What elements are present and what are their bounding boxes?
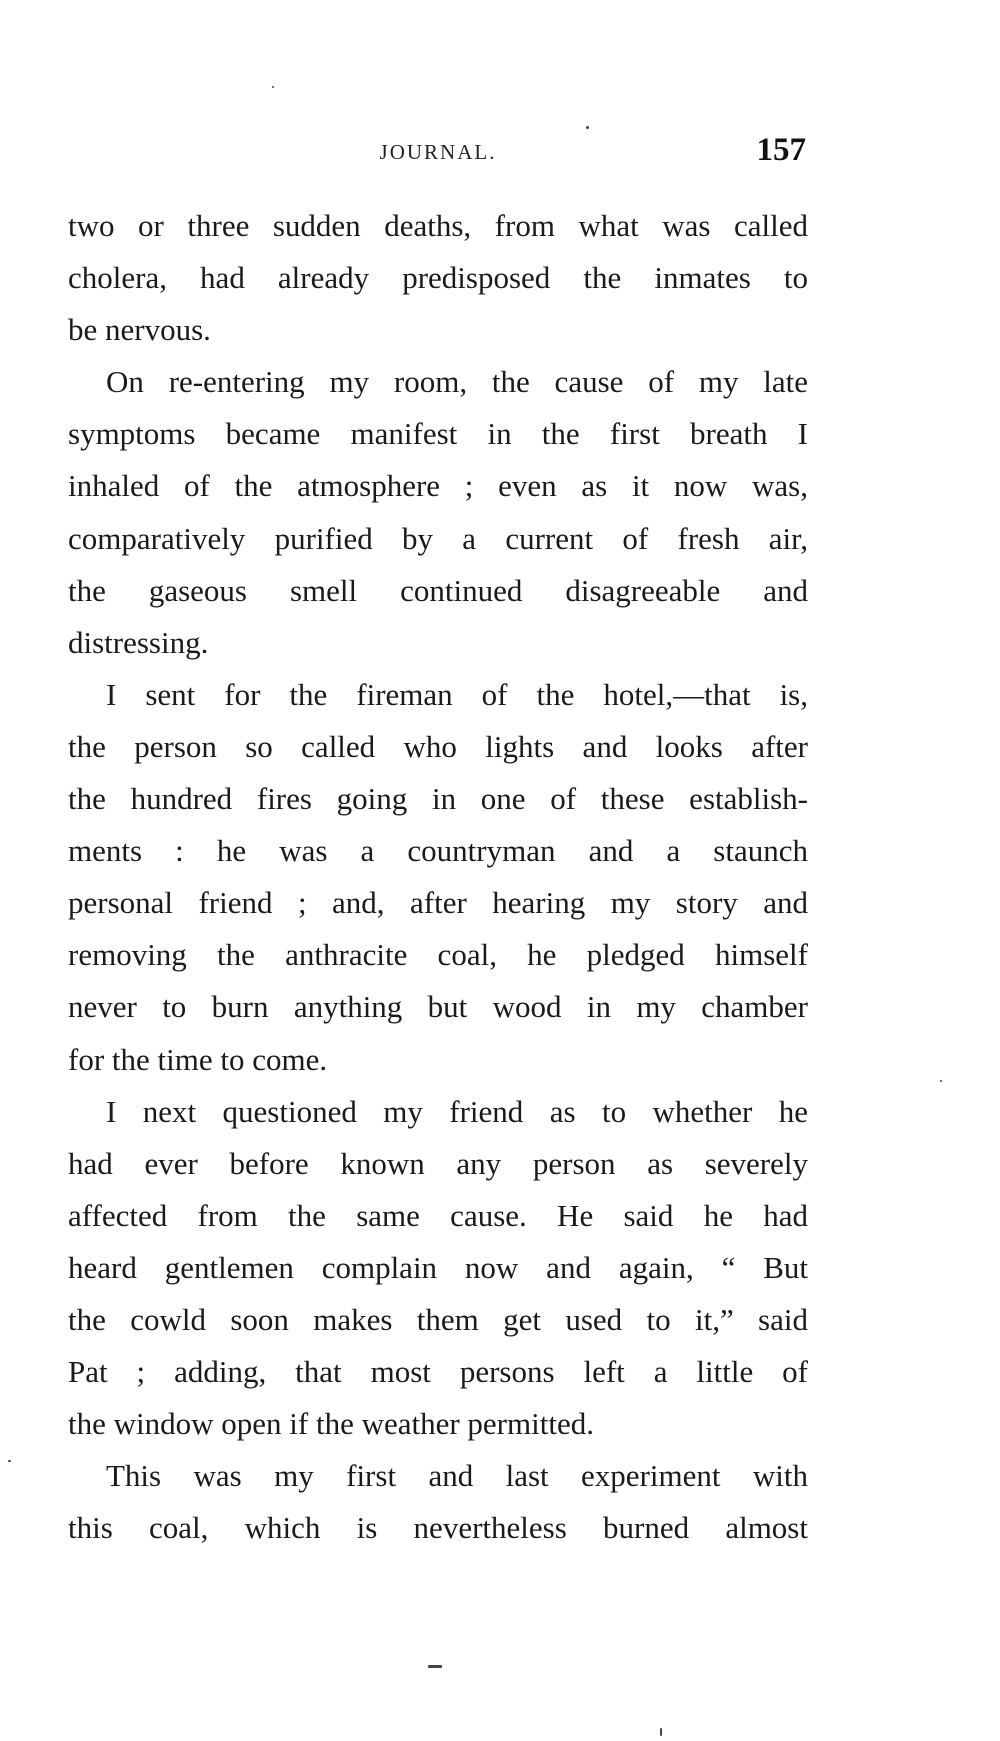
scan-speck	[586, 126, 589, 129]
text-line: ments : he was a countryman and a staunch	[68, 833, 808, 869]
text-line: This was my first and last experiment with	[106, 1458, 808, 1494]
text-line: two or three sudden deaths, from what was called	[68, 208, 808, 243]
text-line: for the time to come.	[68, 1041, 328, 1077]
text-line: symptoms became manifest in the first breath I	[68, 416, 808, 452]
running-head	[68, 132, 808, 172]
scan-speck	[8, 1460, 11, 1462]
scan-speck	[272, 86, 274, 88]
text-line: never to burn anything but wood in my chamber	[68, 989, 808, 1025]
text-line: this coal, which is nevertheless burned almost	[68, 1510, 808, 1546]
text-line: affected from the same cause. He said he had	[68, 1197, 808, 1233]
body-text	[68, 200, 808, 1554]
text-line: On re-entering my room, the cause of my late	[106, 364, 808, 400]
text-line: comparatively purified by a current of fresh air,	[68, 520, 808, 556]
text-line: I next questioned my friend as to whether he	[106, 1093, 808, 1129]
scan-speck	[940, 1080, 942, 1082]
text-line: cholera, had already predisposed the inmates to	[68, 260, 808, 296]
text-line: distressing.	[68, 624, 209, 660]
text-line: removing the anthracite coal, he pledged himself	[68, 937, 808, 973]
running-title: JOURNAL.	[379, 140, 497, 164]
text-line: the window open if the weather permitted.	[68, 1406, 594, 1442]
text-line: be nervous.	[68, 312, 211, 348]
text-line: Pat ; adding, that most persons left a little of	[68, 1354, 808, 1390]
text-line: had ever before known any person as severely	[68, 1145, 808, 1181]
text-line: the hundred fires going in one of these establish-	[68, 781, 808, 817]
text-line: I sent for the fireman of the hotel,—that is,	[106, 676, 808, 712]
text-line: the gaseous smell continued disagreeable and	[68, 572, 808, 608]
text-line: personal friend ; and, after hearing my story and	[68, 885, 808, 921]
text-line: the person so called who lights and looks after	[68, 728, 808, 764]
scan-speck	[660, 1728, 662, 1736]
text-line: inhaled of the atmosphere ; even as it now was,	[68, 468, 808, 504]
page-number: 157	[756, 132, 806, 168]
text-line: heard gentlemen complain now and again, “ But	[68, 1249, 808, 1285]
text-line: the cowld soon makes them get used to it,” said	[68, 1301, 808, 1337]
scan-speck	[428, 1665, 442, 1668]
